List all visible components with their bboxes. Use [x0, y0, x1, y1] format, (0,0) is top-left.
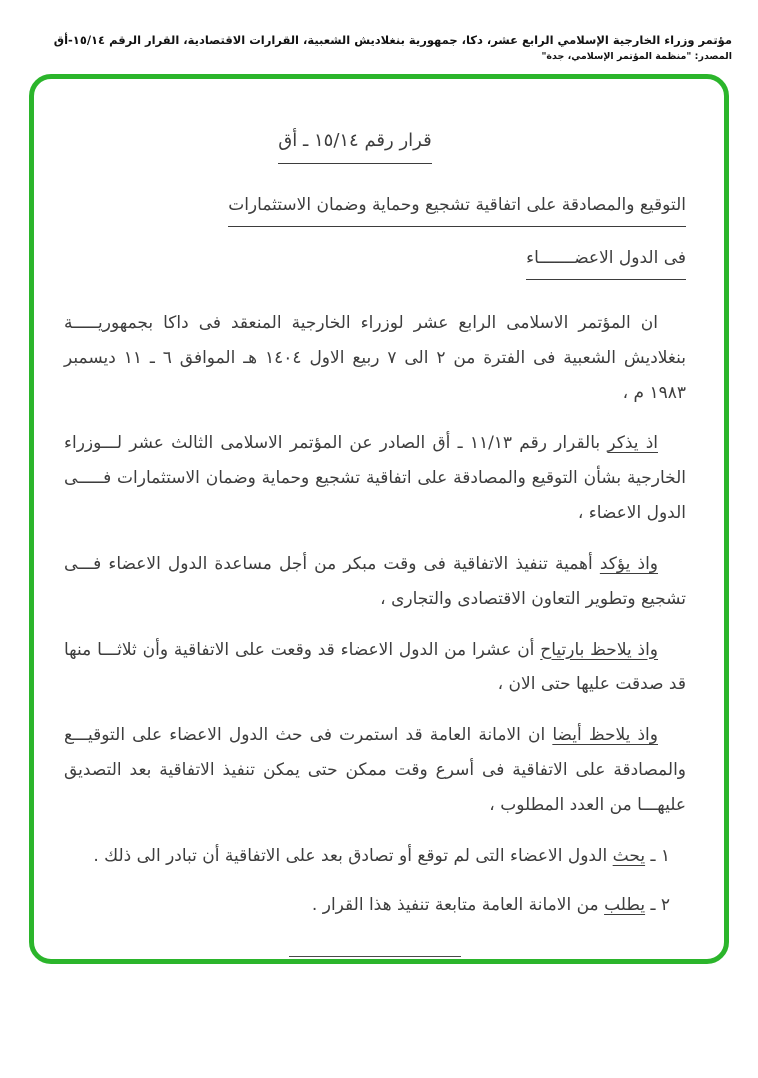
preamble-paragraph-2 [64, 426, 686, 531]
paragraph-4-text: أن عشرا من الدول الاعضاء قد وقعت على الاتفاقية وأن ثلاثـــا منها قد صدقت عليها حتى الان ، [64, 639, 686, 695]
item-1-number: ١ ـ [645, 845, 670, 866]
document-header [0, 0, 758, 62]
paragraph-3-text: أهمية تنفيذ الاتفاقية فى وقت مبكر من أجل مساعدة الدول الاعضاء فـــى تشجيع وتطوير التعاون الاقتصادى والتجارى ، [64, 553, 686, 609]
resolution-number-title [64, 123, 646, 164]
item-1-text: الدول الاعضاء التى لم توقع أو تصادق بعد على الاتفاقية أن تبادر الى ذلك . [93, 845, 613, 866]
preamble-paragraph-3 [64, 547, 686, 617]
resolution-number-text: قرار رقم ١٥/١٤ ـ أق [278, 123, 431, 164]
item-1-verb: يحث [612, 845, 646, 866]
item-2-text: من الامانة العامة متابعة تنفيذ هذا القرار . [311, 894, 605, 915]
document-body [64, 123, 686, 957]
item-2-verb: يطلب [604, 894, 646, 915]
paragraph-4-lead: واذ يلاحظ بارتياح [540, 639, 659, 660]
resolution-subject-text-1: التوقيع والمصادقة على اتفاقية تشجيع وحماية وضمان الاستثمارات [228, 188, 686, 227]
paragraph-5-text: ان الامانة العامة قد استمرت فى حث الدول الاعضاء على التوقيـــع والمصادقة على الاتفاقية فى أسرع وقت ممكن حتى يمكن تنفيذ الاتفاقية بعد التصديق عليهـــا من العدد المطلوب ، [64, 725, 686, 815]
operative-item-2 [64, 888, 670, 923]
preamble-paragraph-4 [64, 633, 686, 703]
resolution-subject-text-2: فى الدول الاعضـــــــاء [526, 241, 686, 280]
paragraph-3-lead: واذ يؤكد [599, 553, 658, 574]
paragraph-2-lead: اذ يذكر [607, 433, 658, 454]
resolution-subject-line-2 [64, 241, 686, 280]
header-title-line: مؤتمر وزراء الخارجية الإسلامي الرابع عشر، دكا، جمهورية بنغلاديش الشعبية، القرارات الاقتصادية، القرار الرقم ١٥/١٤-أق [53, 33, 732, 47]
preamble-paragraph-5 [64, 718, 686, 823]
end-divider [289, 956, 461, 957]
paragraph-5-lead: واذ يلاحظ أيضا [552, 725, 658, 746]
preamble-paragraph-1 [64, 306, 686, 411]
paragraph-1-text: ان المؤتمر الاسلامى الرابع عشر لوزراء الخارجية المنعقد فى داكا بجمهوريـــــة بنغلاديش الشعبية فى الفترة من ٢ الى ٧ ربيع الاول ١٤٠٤ هـ الموافق ٦ ـ ١١ ديسمبر ١٩٨٣ م ، [64, 312, 686, 403]
paragraph-2-text: بالقرار رقم ١١/١٣ ـ أق الصادر عن المؤتمر الاسلامى الثالث عشر لـــوزراء الخارجية بشأن التوقيع والمصادقة على اتفاقية تشجيع وحماية وضمان الاستثمارات فـــــى الدول الاعضاء ، [64, 433, 686, 524]
item-2-number: ٢ ـ [645, 894, 670, 915]
operative-item-1 [64, 839, 670, 874]
header-source-line: المصدر: "منظمة المؤتمر الإسلامي، جدة" [541, 51, 732, 63]
resolution-subject-line-1 [64, 188, 686, 227]
scanned-document-frame [29, 74, 729, 964]
